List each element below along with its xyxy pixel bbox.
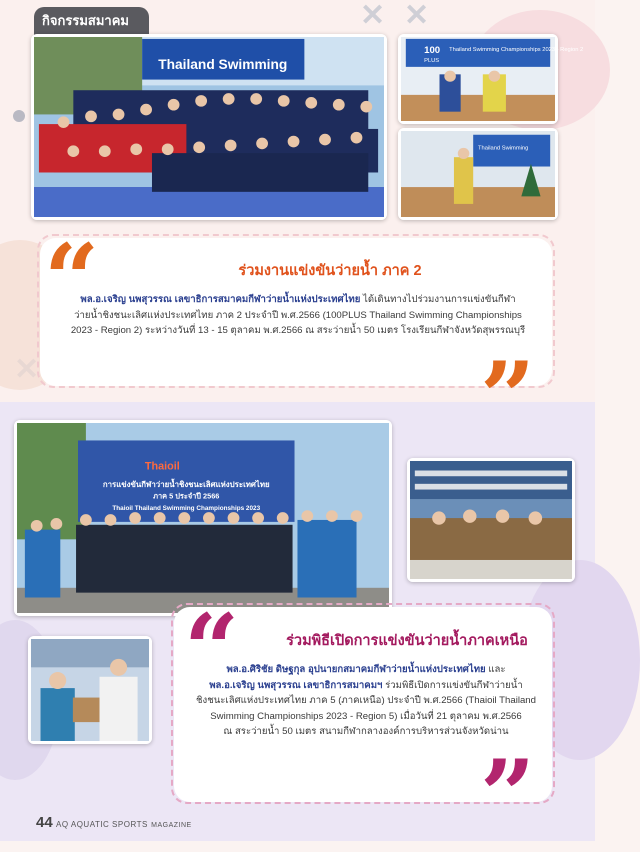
banner-prefix-text: 100	[424, 44, 441, 56]
section2-line3: ชิงชนะเลิศแห่งประเทศไทย ภาค 5 (ภาคเหนือ) ประจำปี พ.ศ.2566 (Thaioil Thailand	[196, 695, 536, 706]
ceremony-banner-line1: การแข่งขันกีฬาว่ายน้ำชิงชนะเลิศแห่งประเทศไทย	[102, 480, 270, 489]
official-speaking-photo	[398, 128, 558, 220]
section1-body	[48, 292, 548, 339]
opening-ceremony-group-photo	[14, 420, 392, 616]
section2-and-word: และ	[488, 664, 506, 675]
decor-dot	[13, 110, 25, 122]
section1-title: ร่วมงานแข่งขันว่ายน้ำ ภาค 2	[238, 263, 422, 279]
award-handover-photo	[28, 636, 152, 744]
ceremony-banner-brand: Thaioil	[144, 460, 180, 473]
close-quote-icon: ”	[480, 739, 536, 852]
section1-line1: ได้เดินทางไปร่วมงานการแข่งขันกีฬา	[363, 294, 516, 305]
magazine-suffix: MAGAZINE	[151, 822, 192, 829]
section2-name1: พล.อ.ศิริชัย ดิษฐกุล อุปนายกสมาคมกีฬาว่ายน้ำแห่งประเทศไทย	[226, 664, 486, 675]
section2-name2: พล.อ.เจริญ นพสุวรรณ เลขาธิการสมาคมฯ	[209, 679, 383, 691]
x-mark-icon: ✕	[404, 0, 430, 32]
section2-body	[180, 662, 552, 740]
section1-line2: ว่ายน้ำชิงชนะเลิศแห่งประเทศไทย ภาค 2 ประจำปี พ.ศ.2566 (100PLUS Thailand Swimming Championships	[74, 309, 522, 321]
page-footer	[36, 814, 192, 831]
section2-line4: Swimming Championships 2023 - Region 5) เมื่อวันที่ 21 ตุลาคม พ.ศ.2566	[210, 710, 522, 722]
side-banner-text-2: Thailand Swimming	[478, 145, 529, 152]
section2-title: ร่วมพิธีเปิดการแข่งขันว่ายน้ำภาคเหนือ	[286, 633, 528, 649]
section1-lead-name: พล.อ.เจริญ นพสุวรรณ เลขาธิการสมาคมกีฬาว่ายน้ำแห่งประเทศไทย	[80, 294, 361, 305]
page-number: 44	[36, 814, 53, 831]
open-quote-icon: “	[44, 223, 100, 336]
x-mark-icon: ✕	[14, 353, 40, 386]
close-quote-icon: ”	[480, 341, 536, 454]
main-banner-text: Thailand Swimming	[158, 57, 288, 72]
section-tag: กิจกรรมสมาคม	[34, 7, 149, 35]
officials-seated-photo	[398, 34, 584, 124]
ceremony-banner-line2: ภาค 5 ประจำปี 2566	[153, 491, 220, 501]
section2-line2: ร่วมพิธีเปิดการแข่งขันกีฬาว่ายน้ำ	[385, 679, 523, 691]
section2-line5: ณ สระว่ายน้ำ 50 เมตร สนามกีฬากลางองค์การบริหารส่วนจังหวัดน่าน	[223, 726, 509, 737]
side-banner-brand-text: PLUS	[424, 58, 440, 65]
magazine-name: AQ AQUATIC SPORTS	[56, 820, 148, 829]
x-mark-icon: ✕	[360, 0, 386, 32]
section1-line3: 2023 - Region 2) ระหว่างวันที่ 13 - 15 ตุลาคม พ.ศ.2566 ณ สระว่ายน้ำ 50 เมตร โรงเรียนกีฬาจังหวัดสุพรรณบุรี	[70, 325, 526, 336]
officials-stand-photo	[407, 458, 575, 582]
side-banner-text: Thailand Swimming Championships 2023 - Region 2	[449, 47, 584, 53]
open-quote-icon: “	[184, 593, 240, 706]
ceremony-banner-line3: Thaioil Thailand Swimming Championships 2023	[112, 505, 261, 513]
team-group-photo	[31, 34, 387, 220]
